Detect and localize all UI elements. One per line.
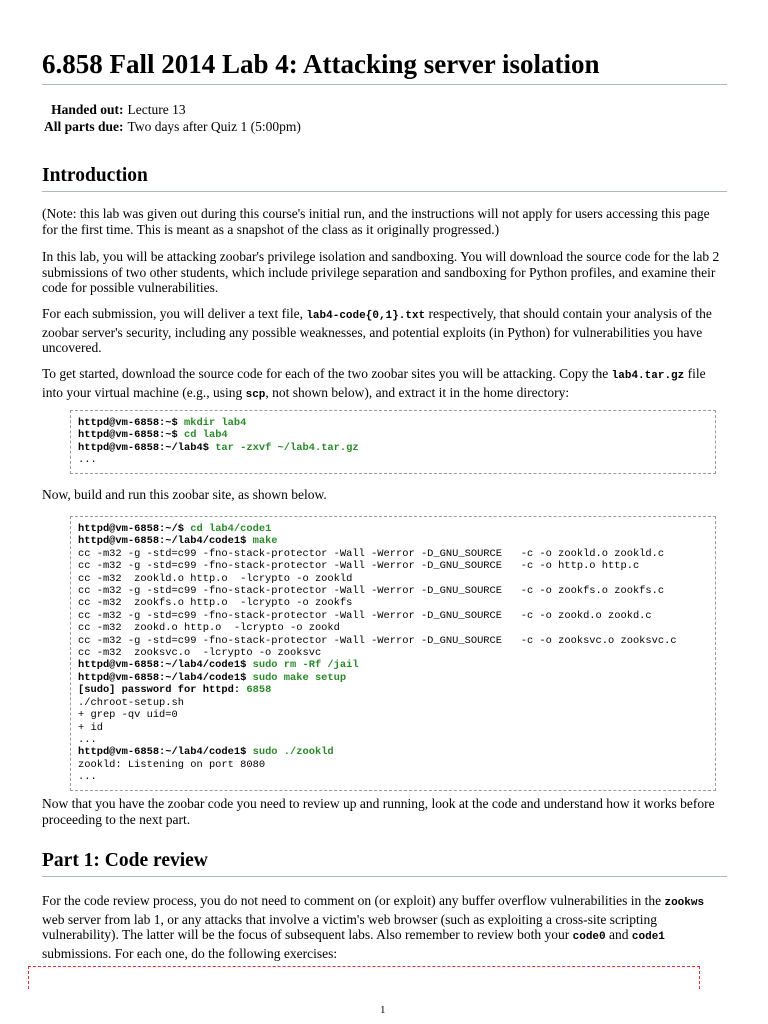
meta-key: All parts due:	[44, 119, 124, 134]
page-number: 1	[380, 1004, 386, 1016]
terminal-line	[78, 429, 708, 441]
terminal-prompt: httpd@vm-6858:~$	[78, 429, 185, 442]
terminal-line	[78, 697, 708, 709]
terminal-line	[78, 647, 708, 659]
meta-table	[44, 101, 305, 135]
meta-key: Handed out:	[51, 102, 124, 117]
terminal-prompt: httpd@vm-6858:~$	[78, 417, 185, 429]
terminal-output: + grep -qv uid=0	[78, 709, 178, 722]
terminal-line	[78, 610, 708, 622]
terminal-prompt: httpd@vm-6858:~/lab4/code1$	[78, 535, 253, 548]
terminal-line	[78, 635, 708, 647]
terminal-prompt: httpd@vm-6858:~/lab4/code1$	[78, 671, 253, 684]
terminal-line	[78, 585, 708, 597]
intro-heading: Introduction	[42, 164, 727, 192]
terminal-prompt: httpd@vm-6858:~/lab4/code1$	[78, 659, 253, 672]
terminal-line	[78, 442, 708, 454]
terminal-command: sudo ./zookld	[252, 746, 334, 759]
intro-paragraph-deliverable: For each submission, you will deliver a text file, lab4-code{0,1}.txt respectively, that should contain your analysis of the zoobar server's security, including any possible weaknesses, and potential exploits (in Python) for vulnerabilities you have uncovered.	[42, 306, 712, 355]
meta-row-handed-out	[44, 101, 305, 118]
terminal-line	[78, 548, 708, 560]
terminal-block-build	[70, 516, 716, 791]
intro-paragraph-review: Now that you have the zoobar code you need to review up and running, look at the code and understand how it works before proceeding to the next part.	[42, 796, 715, 827]
terminal-command: sudo rm -Rf /jail	[252, 659, 359, 672]
terminal-line	[78, 759, 708, 771]
inline-code: lab4.tar.gz	[611, 370, 685, 382]
terminal-line	[78, 573, 708, 585]
terminal-output: cc -m32 -g -std=c99 -fno-stack-protector -Wall -Werror -D_GNU_SOURCE -c -o zookfs.o zookfs.c	[78, 585, 665, 598]
terminal-output: ...	[78, 771, 97, 784]
terminal-command: 6858	[246, 684, 272, 697]
terminal-line	[78, 684, 708, 696]
terminal-line	[78, 622, 708, 634]
terminal-output: zookld: Listening on port 8080	[78, 758, 266, 771]
terminal-output: cc -m32 zookld.o http.o -lcrypto -o zookld	[78, 572, 353, 585]
terminal-line	[78, 746, 708, 758]
part1-heading: Part 1: Code review	[42, 849, 727, 877]
intro-paragraph-build: Now, build and run this zoobar site, as shown below.	[42, 487, 327, 502]
terminal-line	[78, 523, 708, 535]
terminal-output: cc -m32 zookfs.o http.o -lcrypto -o zookfs	[78, 597, 353, 610]
meta-value: Two days after Quiz 1 (5:00pm)	[127, 119, 301, 134]
terminal-output: cc -m32 zookd.o http.o -lcrypto -o zookd	[78, 622, 340, 635]
terminal-line	[78, 722, 708, 734]
terminal-output: ./chroot-setup.sh	[78, 696, 185, 709]
terminal-command: sudo make setup	[252, 671, 347, 684]
terminal-line	[78, 597, 708, 609]
terminal-line	[78, 771, 708, 783]
terminal-output: + id	[78, 721, 103, 734]
terminal-command: tar -zxvf ~/lab4.tar.gz	[215, 441, 359, 454]
terminal-output: cc -m32 -g -std=c99 -fno-stack-protector -Wall -Werror -D_GNU_SOURCE -c -o zookd.o zookd.c	[78, 609, 652, 622]
inline-code: zookws	[664, 897, 705, 909]
intro-paragraph-note: (Note: this lab was given out during this course's initial run, and the instructions will not apply for users accessing this page for the first time. This is meant as a snapshot of the class as it originally progressed.)	[42, 206, 710, 237]
page-title: 6.858 Fall 2014 Lab 4: Attacking server isolation	[42, 48, 727, 85]
terminal-block-extract	[70, 410, 716, 474]
meta-row-due	[44, 118, 305, 135]
terminal-command: cd lab4/code1	[190, 523, 272, 535]
terminal-command: make	[252, 535, 278, 548]
terminal-line	[78, 709, 708, 721]
terminal-output: cc -m32 -g -std=c99 -fno-stack-protector -Wall -Werror -D_GNU_SOURCE -c -o zooksvc.o zooksvc.c	[78, 634, 677, 647]
terminal-prompt: httpd@vm-6858:~/lab4/code1$	[78, 746, 253, 759]
terminal-output: cc -m32 -g -std=c99 -fno-stack-protector -Wall -Werror -D_GNU_SOURCE -c -o http.o http.c	[78, 560, 640, 573]
terminal-line	[78, 454, 708, 466]
terminal-prompt: httpd@vm-6858:~/$	[78, 523, 191, 535]
inline-code: code1	[631, 931, 665, 943]
terminal-output: cc -m32 zooksvc.o -lcrypto -o zooksvc	[78, 647, 322, 660]
terminal-line	[78, 734, 708, 746]
part1-paragraph: For the code review process, you do not need to comment on (or exploit) any buffer overflow vulnerabilities in the zookws web server from lab 1, or any attacks that involve a victim's web browser (such as exploiting a cross-site scripting vulnerability). The latter will be the focus of subsequent labs. Also remember to review both your code0 and code1 submissions. For each one, do the following exercises:	[42, 893, 705, 961]
terminal-command: mkdir lab4	[184, 417, 247, 429]
terminal-line	[78, 659, 708, 671]
terminal-output: cc -m32 -g -std=c99 -fno-stack-protector -Wall -Werror -D_GNU_SOURCE -c -o zookld.o zookld.c	[78, 547, 665, 560]
terminal-line	[78, 560, 708, 572]
inline-code: lab4-code{0,1}.txt	[306, 310, 426, 322]
terminal-prompt: [sudo] password for httpd:	[78, 684, 247, 697]
terminal-prompt: httpd@vm-6858:~/lab4$	[78, 441, 216, 454]
terminal-line	[78, 535, 708, 547]
inline-code: code0	[572, 931, 606, 943]
meta-value: Lecture 13	[127, 102, 186, 117]
terminal-output: ...	[78, 454, 97, 467]
intro-paragraph-download: To get started, download the source code for each of the two zoobar sites you will be attacking. Copy the lab4.tar.gz file into your virtual machine (e.g., using scp, not shown below), and extract it in the home directory:	[42, 366, 706, 401]
terminal-output: ...	[78, 733, 97, 746]
exercise-box	[28, 966, 700, 989]
intro-paragraph-overview: In this lab, you will be attacking zoobar's privilege isolation and sandboxing. You will download the source code for the lab 2 submissions of two other students, which include privilege separation and sandboxing for Python profiles, and examine their code for possible vulnerabilities.	[42, 249, 720, 295]
terminal-line	[78, 672, 708, 684]
terminal-command: cd lab4	[184, 429, 228, 442]
inline-code: scp	[245, 388, 266, 401]
terminal-line	[78, 417, 708, 429]
